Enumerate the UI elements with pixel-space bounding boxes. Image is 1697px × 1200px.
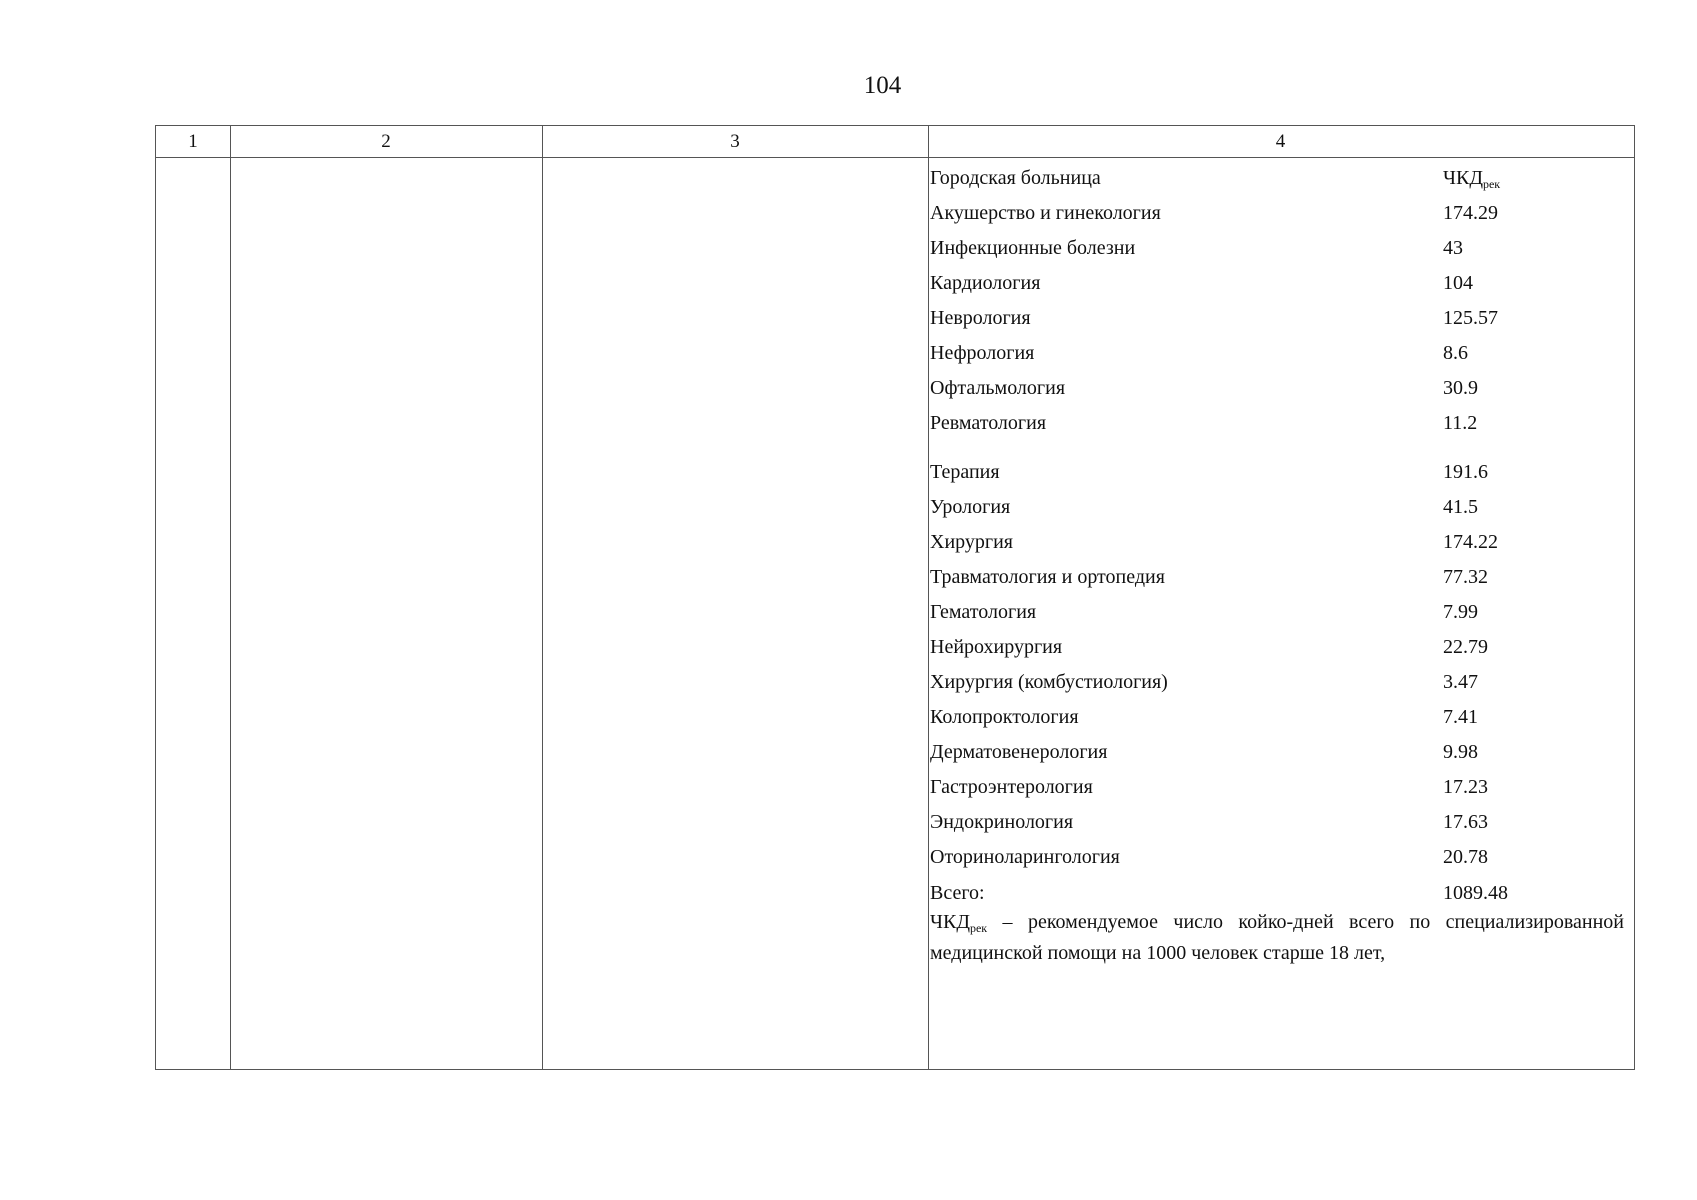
table-row: [930, 842, 1624, 872]
specialty-value: 22.79: [1443, 636, 1488, 658]
specialty-name: Акушерство и гинекология: [930, 202, 1161, 224]
institution-label: Городская больница: [930, 167, 1101, 189]
specialty-value: 77.32: [1443, 566, 1488, 588]
specialty-name: Хирургия (комбустиология): [930, 671, 1168, 693]
table-row: [930, 268, 1624, 298]
specialty-name: Гастроэнтерология: [930, 776, 1093, 798]
specialty-name: Кардиология: [930, 272, 1041, 294]
specialty-value: 7.99: [1443, 601, 1478, 623]
specialty-name: Урология: [930, 496, 1011, 518]
specialty-value: 17.63: [1443, 811, 1488, 833]
column-header-2: 2: [381, 131, 391, 152]
document-table: [155, 125, 1635, 1070]
specialty-value: 43: [1443, 237, 1463, 259]
specialty-value: 8.6: [1443, 342, 1468, 364]
table-row: [930, 562, 1624, 592]
table-row: [930, 527, 1624, 557]
metric-label: $ЧКД_{рек}$: [1443, 167, 1501, 191]
column-header-3: 3: [730, 131, 740, 152]
specialty-value: 9.98: [1443, 741, 1478, 763]
specialty-name: Ревматология: [930, 412, 1047, 434]
specialty-name: Хирургия: [930, 531, 1013, 553]
column-divider: [542, 126, 543, 1069]
specialty-value: 104: [1443, 272, 1473, 294]
specialty-name: Гематология: [930, 601, 1037, 623]
table-row: [930, 667, 1624, 697]
specialty-value: 3.47: [1443, 671, 1478, 693]
table-row: [930, 198, 1624, 228]
table-row: [930, 632, 1624, 662]
total-value: 1089.48: [1443, 882, 1508, 904]
specialty-name: Травматология и ортопедия: [930, 566, 1165, 588]
specialty-value: 191.6: [1443, 461, 1488, 483]
specialty-value: 20.78: [1443, 846, 1488, 868]
table-row: [930, 807, 1624, 837]
subtable-header: [930, 163, 1624, 193]
specialty-name: Нефрология: [930, 342, 1035, 364]
specialty-value: 174.22: [1443, 531, 1498, 553]
total-label: Всего:: [930, 882, 985, 904]
specialty-value: 17.23: [1443, 776, 1488, 798]
specialty-name: Неврология: [930, 307, 1031, 329]
column-header-4: 4: [1275, 131, 1286, 152]
table-row: [930, 338, 1624, 368]
specialty-name: Терапия: [930, 461, 1000, 483]
specialty-name: Оториноларингология: [930, 846, 1120, 868]
total-row: [930, 878, 1624, 908]
specialty-value: 11.2: [1443, 412, 1478, 434]
column-divider: [928, 126, 929, 1069]
table-row: [930, 373, 1624, 403]
table-header-row: [156, 126, 1634, 158]
page-number: 104: [863, 72, 902, 99]
specialty-value: 30.9: [1443, 377, 1478, 399]
specialty-name: Офтальмология: [930, 377, 1066, 399]
specialty-value: 174.29: [1443, 202, 1498, 224]
column-divider: [230, 126, 231, 1069]
table-row: [930, 492, 1624, 522]
specialty-name: Дерматовенерология: [930, 741, 1108, 763]
table-row: [930, 597, 1624, 627]
table-row: [930, 702, 1624, 732]
table-row: [930, 772, 1624, 802]
footnote-text: – рекомендуемое число койко-дней всего по специализированной медицинской помощи на 1000 человек старше 18 лет,: [930, 911, 1624, 964]
specialty-value: 41.5: [1443, 496, 1478, 518]
specialty-value: 7.41: [1443, 706, 1478, 728]
column-header-1: 1: [188, 131, 198, 152]
table-row: [930, 408, 1624, 438]
specialty-value: 125.57: [1443, 307, 1498, 329]
specialty-name: Инфекционные болезни: [930, 237, 1136, 259]
table-row: [930, 233, 1624, 263]
table-row: [930, 457, 1624, 487]
footnote: [930, 910, 1624, 966]
specialty-name: Эндокринология: [930, 811, 1074, 833]
specialty-name: Нейрохирургия: [930, 636, 1063, 658]
table-row: [930, 737, 1624, 767]
table-row: [930, 303, 1624, 333]
specialty-name: Колопроктология: [930, 706, 1079, 728]
footnote-term: $ЧКД_{рек}$: [930, 911, 988, 935]
